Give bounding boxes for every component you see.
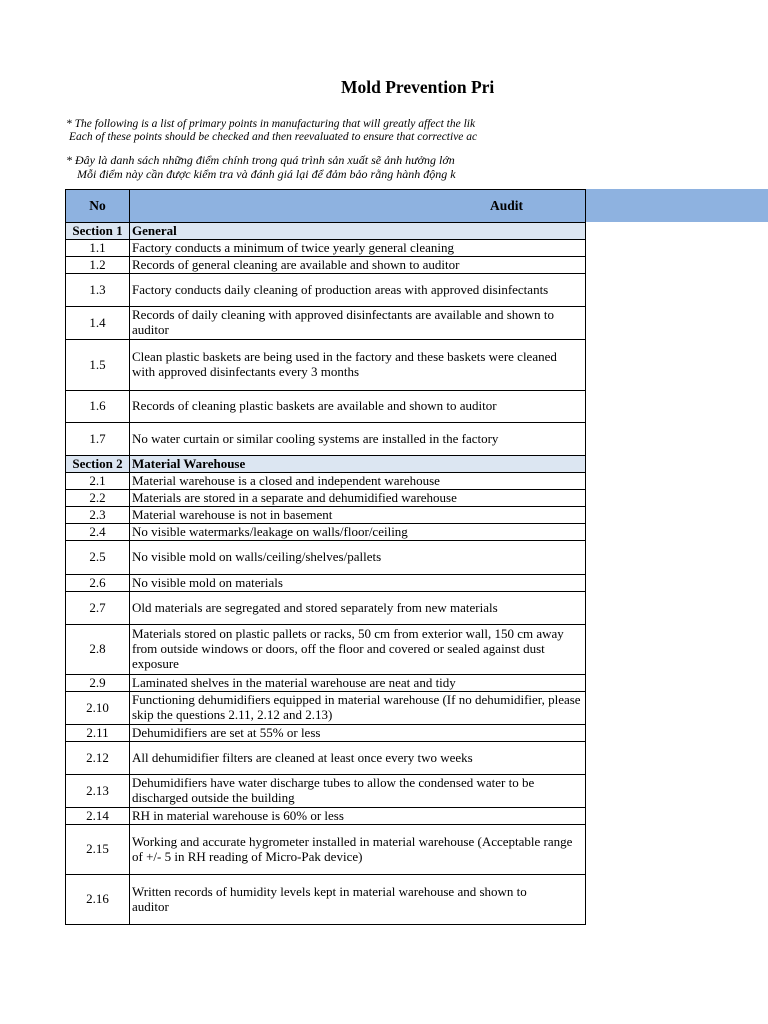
document-title: Mold Prevention Pri [341, 77, 495, 97]
item-number: 1.1 [66, 240, 130, 257]
intro-note-vietnamese-line-1: * Đây là danh sách những điểm chính trong quá trình sản xuất sẽ ảnh hưởng lớn [66, 153, 455, 167]
item-number: 2.1 [66, 473, 130, 490]
item-number: 1.3 [66, 274, 130, 307]
table-row [66, 240, 586, 257]
item-number: 1.6 [66, 391, 130, 423]
intro-note-english [66, 118, 525, 144]
item-number: 2.14 [66, 808, 130, 825]
audit-item-text: Records of general cleaning are available and shown to auditor [130, 257, 586, 274]
item-number: 2.11 [66, 725, 130, 742]
audit-item-text: Written records of humidity levels kept in material warehouse and shown to auditor [130, 875, 586, 925]
audit-item-text: Dehumidifiers are set at 55% or less [130, 725, 586, 742]
item-number: 1.5 [66, 340, 130, 391]
section-row [66, 456, 586, 473]
checklist-table-wrapper [65, 189, 581, 925]
audit-item-text: No visible mold on materials [130, 575, 586, 592]
item-number: 2.16 [66, 875, 130, 925]
table-row [66, 307, 586, 340]
item-number: 2.8 [66, 625, 130, 675]
table-row [66, 725, 586, 742]
item-number: 2.12 [66, 742, 130, 775]
audit-item-text: All dehumidifier filters are cleaned at least once every two weeks [130, 742, 586, 775]
table-row [66, 541, 586, 575]
audit-item-text: Material warehouse is not in basement [130, 507, 586, 524]
item-number: 2.4 [66, 524, 130, 541]
table-row [66, 675, 586, 692]
item-number: 1.4 [66, 307, 130, 340]
item-number: 2.9 [66, 675, 130, 692]
table-row [66, 808, 586, 825]
item-number: 2.2 [66, 490, 130, 507]
header-audit: Audit [130, 190, 586, 223]
audit-item-text: Materials are stored in a separate and dehumidified warehouse [130, 490, 586, 507]
audit-item-text: Old materials are segregated and stored separately from new materials [130, 592, 586, 625]
header-no: No [66, 190, 130, 223]
section-title: Material Warehouse [130, 456, 586, 473]
audit-item-text: Dehumidifiers have water discharge tubes to allow the condensed water to be discharged outside the building [130, 775, 586, 808]
intro-note-english-line-2: Each of these points should be checked and then reevaluated to ensure that corrective ac [69, 131, 478, 143]
item-number: 2.6 [66, 575, 130, 592]
audit-item-text: Materials stored on plastic pallets or racks, 50 cm from exterior wall, 150 cm away from outside windows or doors, off the floor and covered or sealed against dust exposure [130, 625, 586, 675]
table-row [66, 257, 586, 274]
table-row [66, 473, 586, 490]
table-row [66, 391, 586, 423]
table-row [66, 875, 586, 925]
audit-item-text: Factory conducts a minimum of twice yearly general cleaning [130, 240, 586, 257]
audit-item-text: No water curtain or similar cooling systems are installed in the factory [130, 423, 586, 456]
section-row [66, 223, 586, 240]
audit-item-text: Material warehouse is a closed and independent warehouse [130, 473, 586, 490]
table-row [66, 423, 586, 456]
table-row [66, 340, 586, 391]
table-row [66, 742, 586, 775]
item-number: 2.3 [66, 507, 130, 524]
table-row [66, 524, 586, 541]
intro-note-vietnamese [66, 153, 525, 181]
intro-note-vietnamese-line-2: Mỗi điểm này cần được kiểm tra và đánh giá lại để đảm bảo rằng hành động k [77, 167, 456, 181]
item-number: 2.7 [66, 592, 130, 625]
audit-item-text: No visible watermarks/leakage on walls/floor/ceiling [130, 524, 586, 541]
audit-item-text: Records of daily cleaning with approved disinfectants are available and shown to auditor [130, 307, 586, 340]
item-number: 2.13 [66, 775, 130, 808]
intro-note-english-line-1: * The following is a list of primary points in manufacturing that will greatly affect the lik [66, 118, 476, 130]
item-number: 1.7 [66, 423, 130, 456]
table-row [66, 575, 586, 592]
table-row [66, 775, 586, 808]
section-label: Section 1 [66, 223, 130, 240]
table-row [66, 692, 586, 725]
table-row [66, 825, 586, 875]
table-row [66, 507, 586, 524]
audit-item-text: No visible mold on walls/ceiling/shelves/pallets [130, 541, 586, 575]
table-row [66, 592, 586, 625]
table-row [66, 490, 586, 507]
audit-item-text: RH in material warehouse is 60% or less [130, 808, 586, 825]
audit-item-text: Functioning dehumidifiers equipped in material warehouse (If no dehumidifier, please skip the questions 2.11, 2.12 and 2.13) [130, 692, 586, 725]
audit-item-text: Records of cleaning plastic baskets are available and shown to auditor [130, 391, 586, 423]
section-label: Section 2 [66, 456, 130, 473]
audit-item-text: Laminated shelves in the material warehouse are neat and tidy [130, 675, 586, 692]
item-number: 1.2 [66, 257, 130, 274]
table-row [66, 625, 586, 675]
item-number: 2.15 [66, 825, 130, 875]
item-number: 2.10 [66, 692, 130, 725]
checklist-table [65, 189, 586, 925]
item-number: 2.5 [66, 541, 130, 575]
section-title: General [130, 223, 586, 240]
audit-item-text: Factory conducts daily cleaning of production areas with approved disinfectants [130, 274, 586, 307]
table-row [66, 274, 586, 307]
audit-item-text: Working and accurate hygrometer installed in material warehouse (Acceptable range of +/- 5 in RH reading of Micro-Pak device) [130, 825, 586, 875]
table-header-row [66, 190, 586, 223]
audit-item-text: Clean plastic baskets are being used in the factory and these baskets were cleaned with approved disinfectants every 3 months [130, 340, 586, 391]
